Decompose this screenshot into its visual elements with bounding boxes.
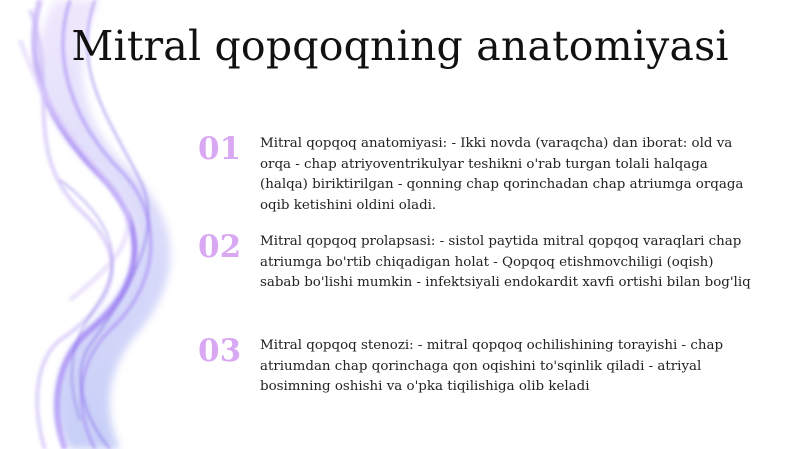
item-text: Mitral qopqoq stenozi: - mitral qopqoq ochilishining torayishi - chap atriumdan chap qorinchaga qon oqishini to'sqinlik qiladi - atriyal bosimning oshishi va o'pka tiqilishiga olib keladi	[260, 338, 724, 394]
item-number: 02	[198, 229, 242, 265]
item-text: Mitral qopqoq anatomiyasi: - Ikki novda (varaqcha) dan iborat: old va orqa - chap atriyoventrikulyar teshikni o'rab turgan tolali halqaga (halqa) biriktirilgan - qonning chap qorinchadan chap atriumga orqaga oqib ketishini oldini oladi.	[260, 136, 744, 213]
list-item	[198, 333, 758, 394]
item-number: 01	[198, 131, 242, 167]
list-item	[198, 131, 758, 213]
slide-title: Mitral qopqoqning anatomiyasi	[71, 22, 729, 70]
item-number: 03	[198, 333, 242, 369]
list-item	[198, 229, 758, 308]
item-text: Mitral qopqoq prolapsasi: - sistol paytida mitral qopqoq varaqlari chap atriumga bo'rtib chiqadigan holat - Qopqoq etishmovchiligi (oqish) sabab bo'lishi mumkin - infektsiyali endokardit xavfi ortishi bilan bog'liq	[260, 234, 751, 290]
